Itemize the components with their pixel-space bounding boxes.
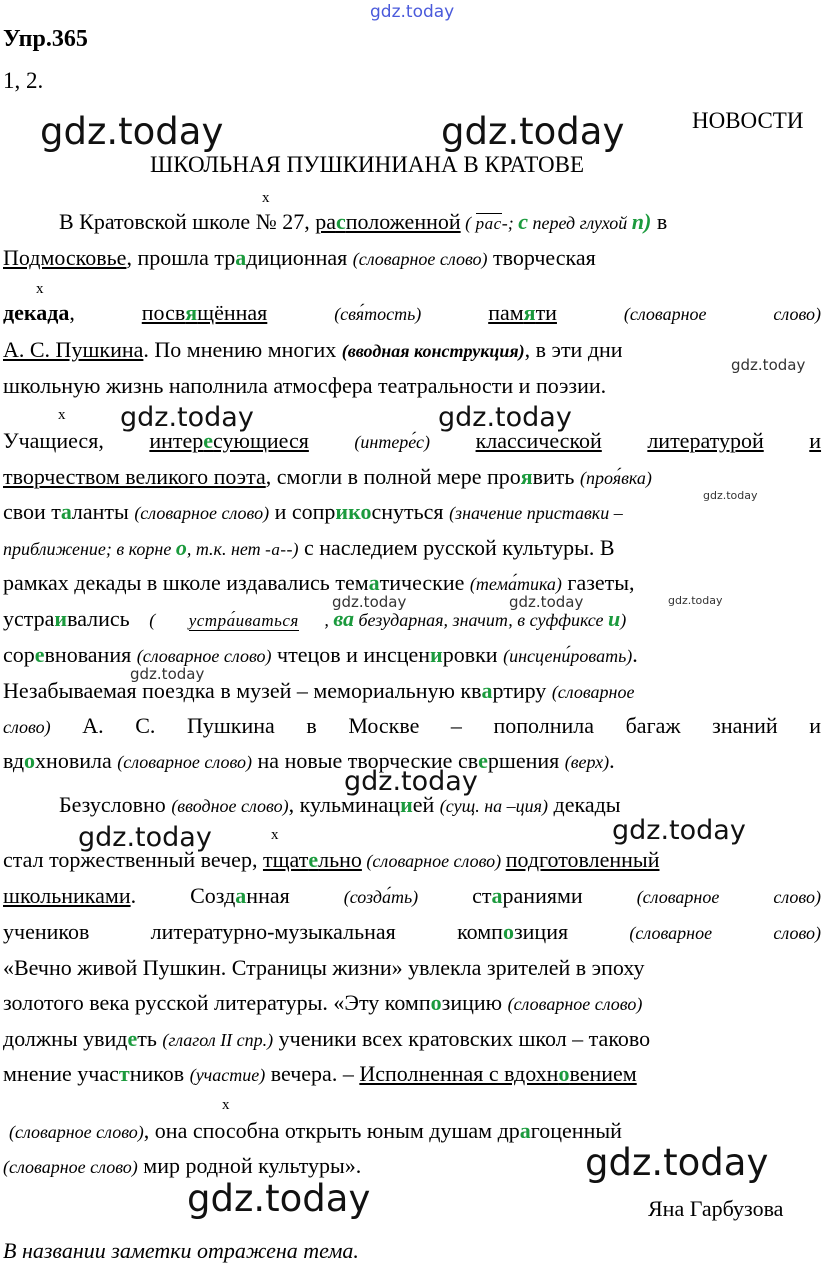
- text-line: (словарное слово) мир родной культуры».: [3, 1153, 362, 1178]
- text-line: стал торжественный вечер, тщательно (словарное слово) подготовленный: [3, 847, 660, 872]
- text-line: школьную жизнь наполнила атмосфера театральности и поэзии.: [3, 373, 607, 398]
- watermark: gdz.today: [187, 1177, 371, 1220]
- text-line: Подмосковье, прошла традиционная (словарное слово) творческая: [3, 245, 596, 270]
- text-line: свои таланты (словарное слово) и соприкоснуться (значение приставки –: [3, 499, 623, 524]
- watermark-small: gdz.today: [509, 593, 584, 611]
- watermark-top: gdz.today: [370, 2, 455, 22]
- text-line: Незабываемая поездка в музей – мемориальную квартиру (словарное: [3, 678, 635, 703]
- watermark: gdz.today: [78, 822, 212, 853]
- watermark: gdz.today: [438, 402, 572, 433]
- watermark-small: gdz.today: [668, 594, 723, 607]
- mark-x: x: [222, 1097, 230, 1113]
- text-line: должны увидеть (глагол II спр.) ученики всех кратовских школ – таково: [3, 1026, 651, 1051]
- watermark: gdz.today: [441, 110, 625, 153]
- exercise-number: Упр.365: [3, 26, 88, 52]
- text-line: вдохновила (словарное слово) на новые творческие свершения (верх).: [3, 748, 615, 773]
- task-numbers: 1, 2.: [3, 68, 44, 93]
- watermark: gdz.today: [120, 402, 254, 433]
- rubric: НОВОСТИ: [692, 108, 804, 133]
- watermark-small: gdz.today: [332, 593, 407, 611]
- mark-x: x: [36, 281, 44, 297]
- mark-x: x: [271, 827, 279, 843]
- watermark-small: gdz.today: [703, 489, 758, 502]
- mark-x: x: [58, 407, 66, 423]
- watermark: gdz.today: [585, 1141, 769, 1184]
- watermark: gdz.today: [40, 110, 224, 153]
- watermark-small: gdz.today: [731, 356, 806, 374]
- watermark-small: gdz.today: [130, 665, 205, 683]
- text-line: Учащиеся, интересующиеся (интере́с) классической литературой и: [3, 428, 822, 453]
- text-line: устраивались ( устра́иваться , ва безударная, значит, в суффиксе и): [3, 606, 627, 631]
- text-line: А. С. Пушкина. По мнению многих (вводная конструкция), в эти дни: [3, 337, 623, 362]
- conclusion-text: В названии заметки отражена тема.: [3, 1238, 359, 1263]
- text-line: школьниками. Созданная (созда́ть) стараниями (словарное слово): [3, 883, 822, 908]
- mark-x: x: [262, 190, 270, 206]
- text-line: учеников литературно-музыкальная композиция (словарное слово): [3, 919, 822, 944]
- watermark: gdz.today: [612, 815, 746, 846]
- text-line: слово) А. С. Пушкина в Москве – пополнила багаж знаний и: [3, 713, 822, 738]
- text-line: «Вечно живой Пушкин. Страницы жизни» увлекла зрителей в эпоху: [3, 955, 645, 980]
- text-line: приближение; в корне о, т.к. нет -а--) с наследием русской культуры. В: [3, 535, 615, 560]
- headline: ШКОЛЬНАЯ ПУШКИНИАНА В КРАТОВЕ: [150, 152, 585, 177]
- text-line: золотого века русской литературы. «Эту композицию (словарное слово): [3, 990, 643, 1015]
- text-line: соревнования (словарное слово) чтецов и инсценировки (инсцени́ровать).: [3, 642, 638, 667]
- text-line: В Кратовской школе № 27, расположенной ( рас-; с перед глухой п) в: [59, 209, 668, 234]
- text-line: мнение участников (участие) вечера. – Исполненная с вдохновением: [3, 1061, 637, 1086]
- watermark: gdz.today: [344, 766, 478, 797]
- author-signature: Яна Гарбузова: [648, 1196, 784, 1221]
- text-line: творчеством великого поэта, смогли в полной мере проявить (проя́вка): [3, 464, 652, 489]
- text-line: декада, посвящённая (свя́тость) памяти (словарное слово): [3, 300, 822, 325]
- text-line: рамках декады в школе издавались тематические (тема́тика) газеты,: [3, 570, 635, 595]
- text-line: Безусловно (вводное слово), кульминацией (сущ. на –ция) декады: [59, 792, 621, 817]
- text-line: (словарное слово), она способна открыть юным душам драгоценный: [9, 1118, 622, 1143]
